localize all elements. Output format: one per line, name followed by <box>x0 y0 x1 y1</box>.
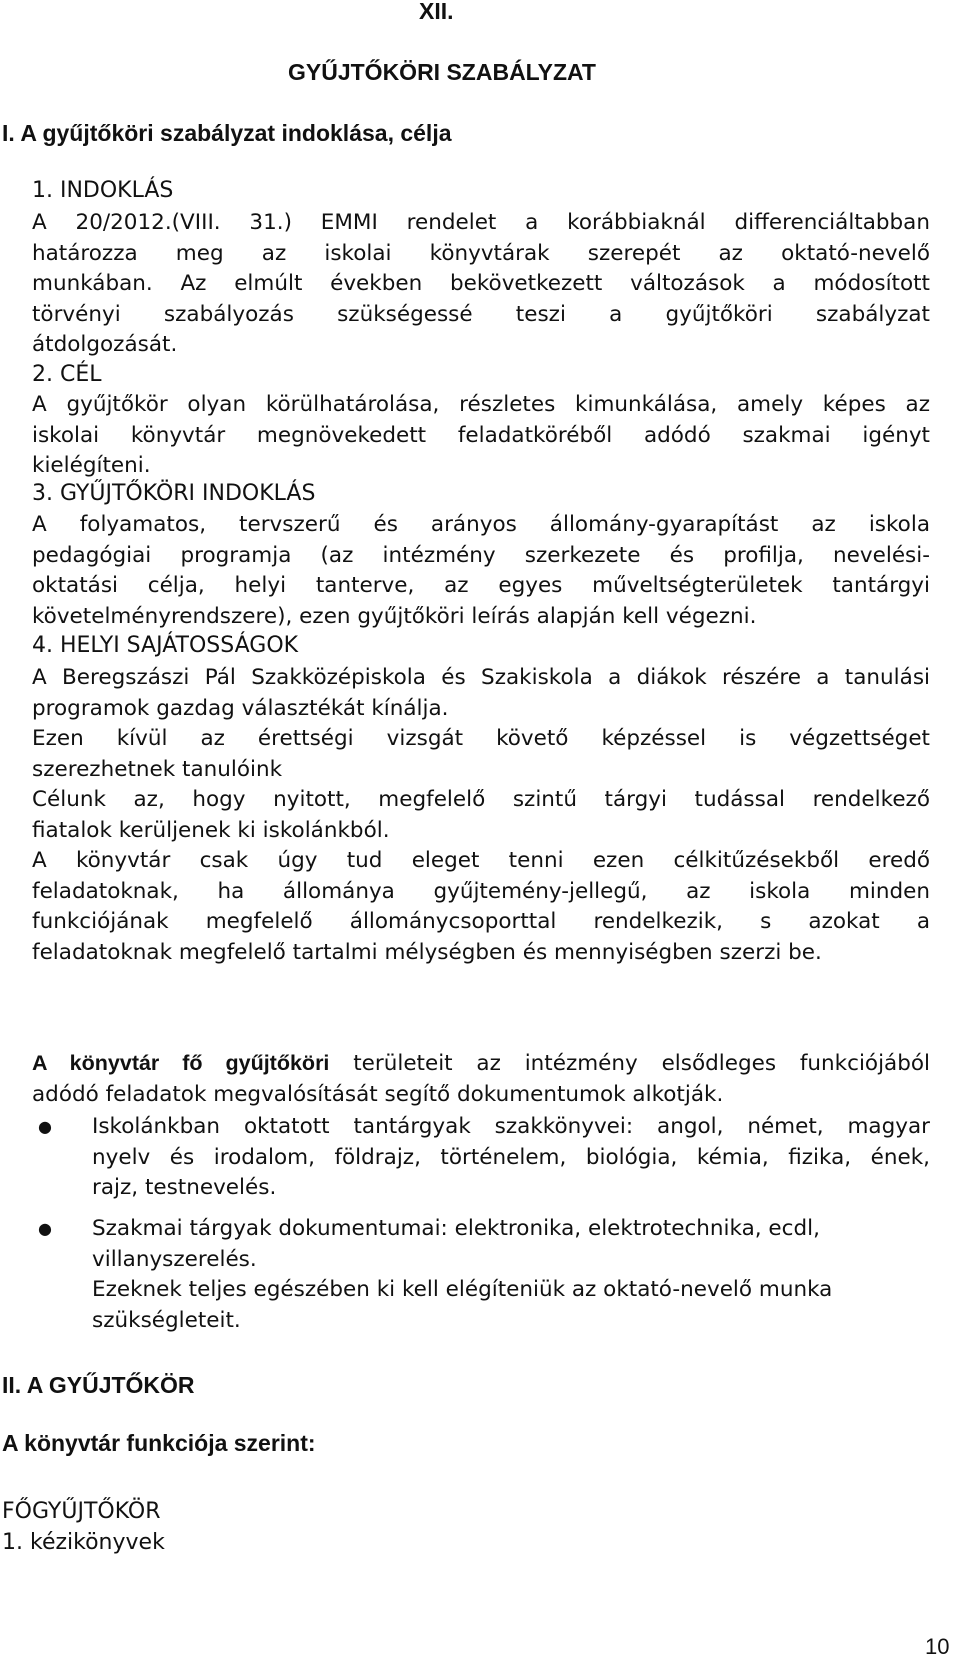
text-line: funkciójának megfelelő állománycsoporttal rendelkezik, s azokat a <box>32 909 930 934</box>
text-line: rajz, testnevelés. <box>92 1175 277 1200</box>
section-subheading: A könyvtár funkciója szerint: <box>2 1430 316 1456</box>
text-line: követelményrendszere), ezen gyűjtőköri leírás alapján kell végezni. <box>32 603 757 629</box>
subsection-heading-gyujtokori-indoklas: 3. GYŰJTŐKÖRI INDOKLÁS <box>32 481 316 506</box>
text-line: iskolai könyvtár megnövekedett feladatköréből adódó szakmai igényt <box>32 422 930 448</box>
paragraph-indoklas <box>32 208 930 361</box>
chapter-number: XII. <box>419 0 454 24</box>
paragraph-fo-gyujtokor <box>32 1048 930 1110</box>
text-line: fiatalok kerüljenek ki iskolánkból. <box>32 817 390 843</box>
text-line: A gyűjtőkör olyan körülhatárolása, részletes kimunkálása, amely képes az <box>32 392 930 417</box>
text-line <box>32 1048 930 1080</box>
text-line: villanyszerelés. <box>92 1246 257 1272</box>
subsection-heading-indoklas: 1. INDOKLÁS <box>32 178 174 203</box>
text-line: A könyvtár csak úgy tud eleget tenni ezen célkitűzésekből eredő <box>32 848 930 873</box>
text-line: programok gazdag választékát kínálja. <box>32 695 449 721</box>
section-heading-2: II. A GYŰJTŐKÖR <box>2 1372 195 1398</box>
section-heading: I. A gyűjtőköri szabályzat indoklása, célja <box>2 120 452 146</box>
list-item <box>92 1112 930 1204</box>
text-line: átdolgozását. <box>32 332 178 357</box>
text-line: munkában. Az elmúlt években bekövetkezett változások a módosított <box>32 271 930 296</box>
chapter-title: GYŰJTŐKÖRI SZABÁLYZAT <box>288 59 596 85</box>
text-line: feladatoknak megfelelő tartalmi mélységben és mennyiségben szerzi be. <box>32 939 822 965</box>
list-item <box>92 1214 930 1336</box>
text-line: szükségleteit. <box>92 1307 241 1333</box>
text-line: Ezeknek teljes egészében ki kell elégíteniük az oktató-nevelő munka <box>92 1277 833 1302</box>
text-line: Célunk az, hogy nyitott, megfelelő szintű tárgyi tudással rendelkező <box>32 787 930 812</box>
paragraph-gyujtokori-indoklas <box>32 510 930 632</box>
paragraph-cel <box>32 390 930 482</box>
text-line: szerezhetnek tanulóink <box>32 756 283 782</box>
text-line: oktatási célja, helyi tanterve, az egyes műveltségterületek tantárgyi <box>32 573 930 598</box>
text-line: Ezen kívül az érettségi vizsgát követő képzéssel is végzettséget <box>32 726 930 751</box>
fo-gyujtokor-bold: A könyvtár fő gyűjtőköri <box>32 1051 330 1075</box>
subsection-heading-helyi: 4. HELYI SAJÁTOSSÁGOK <box>32 633 299 658</box>
text-line: A 20/2012.(VIII. 31.) EMMI rendelet a korábbiaknál differenciáltabban <box>32 210 930 235</box>
subsection-heading-cel: 2. CÉL <box>32 362 102 387</box>
fogyujtokor-label: FŐGYŰJTŐKÖR <box>2 1499 161 1524</box>
text-line: feladatoknak, ha állománya gyűjtemény-jellegű, az iskola minden <box>32 878 930 904</box>
bullet-list <box>0 1112 960 1372</box>
list-item-kezikonyvek: 1. kézikönyvek <box>2 1530 165 1555</box>
page-number: 10 <box>925 1634 950 1659</box>
bullet-icon: ● <box>38 1117 52 1136</box>
text-line: nyelv és irodalom, földrajz, történelem, biológia, kémia, fizika, ének, <box>92 1144 930 1170</box>
fo-gyujtokor-rest: területeit az intézmény elsődleges funkciójából <box>329 1051 931 1076</box>
text-line: kielégíteni. <box>32 453 151 478</box>
text-line: adódó feladatok megvalósítását segítő dokumentumok alkotják. <box>32 1081 724 1107</box>
text-line: pedagógiai programja (az intézmény szerkezete és profilja, nevelési- <box>32 542 930 568</box>
text-line: törvényi szabályozás szükségessé teszi a gyűjtőköri szabályzat <box>32 301 930 327</box>
text-line: Iskolánkban oktatott tantárgyak szakkönyvei: angol, német, magyar <box>92 1114 930 1139</box>
text-line: határozza meg az iskolai könyvtárak szerepét az oktató-nevelő <box>32 240 930 266</box>
text-line: Szakmai tárgyak dokumentumai: elektronika, elektrotechnika, ecdl, <box>92 1216 820 1241</box>
text-line: A folyamatos, tervszerű és arányos állomány-gyarapítást az iskola <box>32 512 930 537</box>
text-line: A Beregszászi Pál Szakközépiskola és Szakiskola a diákok részére a tanulási <box>32 665 930 690</box>
bullet-icon: ● <box>38 1219 52 1238</box>
paragraph-helyi <box>32 663 930 968</box>
